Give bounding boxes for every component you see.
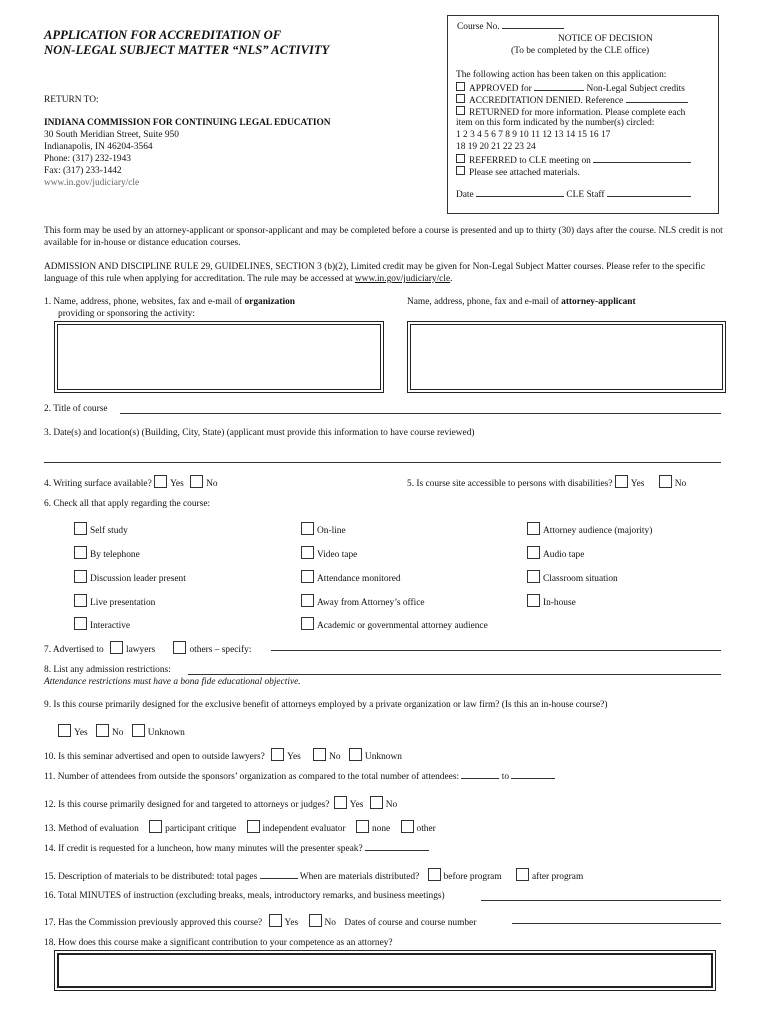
q14-row: 14. If credit is requested for a luncheon, how many minutes will the presenter speak? xyxy=(44,844,429,854)
others-specify-field[interactable] xyxy=(271,650,721,651)
opt-attorney-audience[interactable]: Attorney audience (majority) xyxy=(527,522,652,536)
form-title-line2: NON-LEGAL SUBJECT MATTER “NLS” ACTIVITY xyxy=(44,43,330,57)
address-line1: 30 South Meridian Street, Suite 950 xyxy=(44,130,179,140)
date-staff-row: Date CLE Staff xyxy=(456,190,691,200)
approved-option: APPROVED for Non-Legal Subject credits xyxy=(456,82,685,94)
referred-option: REFERRED to CLE meeting on xyxy=(456,154,691,166)
writing-no-checkbox[interactable] xyxy=(190,475,203,488)
open-yes-checkbox[interactable] xyxy=(271,748,284,761)
q8-label: 8. List any admission restrictions: xyxy=(44,665,171,675)
course-dates-field[interactable] xyxy=(512,923,721,924)
inhouse-unknown-checkbox[interactable] xyxy=(132,724,145,737)
attorney-info-box[interactable] xyxy=(410,324,723,390)
opt-away-from-office[interactable]: Away from Attorney’s office xyxy=(301,594,425,608)
restrictions-field[interactable] xyxy=(188,674,721,675)
organization-info-box[interactable] xyxy=(57,324,381,390)
q9-label: 9. Is this course primarily designed for the exclusive benefit of attorneys employed by a private organization or law firm? (Is this an in-house course?) xyxy=(44,700,608,710)
denied-option: ACCREDITATION DENIED. Reference xyxy=(456,94,688,106)
website-link[interactable]: www.in.gov/judiciary/cle xyxy=(44,178,140,188)
accessible-yes-checkbox[interactable] xyxy=(615,475,628,488)
opt-live-presentation[interactable]: Live presentation xyxy=(74,594,155,608)
total-pages-field[interactable] xyxy=(260,878,298,879)
q7-row: 7. Advertised to lawyers others – specify: xyxy=(44,641,251,655)
outside-attendees-field[interactable] xyxy=(461,778,499,779)
eval-independent-checkbox[interactable] xyxy=(247,820,260,833)
q8-note: Attendance restrictions must have a bona fide educational objective. xyxy=(44,677,301,687)
intro-paragraph: This form may be used by an attorney-applicant or sponsor-applicant and may be completed before a course is presented and up to thirty (30) days after the course. NLS credit is not available for in-house or distance education courses. xyxy=(44,226,723,248)
open-no-checkbox[interactable] xyxy=(313,748,326,761)
opt-audio-tape[interactable]: Audio tape xyxy=(527,546,584,560)
q16-label: 16. Total MINUTES of instruction (excluding breaks, meals, introductory remarks, and business meetings) xyxy=(44,891,445,901)
q1-right-label: Name, address, phone, fax and e-mail of attorney-applicant xyxy=(407,297,636,307)
opt-classroom[interactable]: Classroom situation xyxy=(527,570,618,584)
before-program-checkbox[interactable] xyxy=(428,868,441,881)
accessible-no-checkbox[interactable] xyxy=(659,475,672,488)
advertised-lawyers-checkbox[interactable] xyxy=(110,641,123,654)
q12-row: 12. Is this course primarily designed for and targeted to attorneys or judges? Yes No xyxy=(44,796,397,810)
rule-link[interactable]: www.in.gov/judiciary/cle xyxy=(354,274,451,284)
return-to-label: RETURN TO: xyxy=(44,95,99,105)
q10-row: 10. Is this seminar advertised and open to outside lawyers? Yes No Unknown xyxy=(44,748,402,762)
opt-on-line[interactable]: On-line xyxy=(301,522,346,536)
advertised-others-checkbox[interactable] xyxy=(173,641,186,654)
opt-video-tape[interactable]: Video tape xyxy=(301,546,357,560)
returned-option: RETURNED for more information. Please complete each xyxy=(456,106,685,118)
opt-by-telephone[interactable]: By telephone xyxy=(74,546,140,560)
commission-name: INDIANA COMMISSION FOR CONTINUING LEGAL EDUCATION xyxy=(44,118,331,128)
opt-academic-audience[interactable]: Academic or governmental attorney audience xyxy=(301,617,488,631)
prev-approved-no-checkbox[interactable] xyxy=(309,914,322,927)
returned-note: item on this form indicated by the number(s) circled: xyxy=(456,118,655,128)
competence-answer-box[interactable] xyxy=(57,953,713,988)
total-minutes-field[interactable] xyxy=(481,900,721,901)
rule-paragraph: ADMISSION AND DISCIPLINE RULE 29, GUIDELINES, SECTION 3 (b)(2), Limited credit may be given for Non-Legal Subject Matter courses. Please refer to the specific language of this rule when applying for accreditation. The rule may be accessed at www.in.gov/judiciary/cle. xyxy=(44,262,706,284)
targeted-no-checkbox[interactable] xyxy=(370,796,383,809)
phone-number: Phone: (317) 232-1943 xyxy=(44,154,131,164)
item-numbers-row1: 1 2 3 4 5 6 7 8 9 10 11 12 13 14 15 16 17 xyxy=(456,130,611,140)
q15-row: 15. Description of materials to be distributed: total pages When are materials distributed? before program after program xyxy=(44,868,583,882)
notice-intro: The following action has been taken on this application: xyxy=(456,70,667,80)
checkbox-icon xyxy=(456,94,465,103)
q2-label: 2. Title of course xyxy=(44,404,108,414)
opt-in-house[interactable]: In-house xyxy=(527,594,576,608)
q1-label: 1. Name, address, phone, websites, fax and e-mail of organization xyxy=(44,297,295,307)
notice-of-decision-box xyxy=(447,15,719,214)
q1-label-line2: providing or sponsoring the activity: xyxy=(58,309,195,319)
fax-number: Fax: (317) 233-1442 xyxy=(44,166,122,176)
opt-discussion-leader[interactable]: Discussion leader present xyxy=(74,570,186,584)
attached-option: Please see attached materials. xyxy=(456,166,580,178)
eval-other-checkbox[interactable] xyxy=(401,820,414,833)
q13-row: 13. Method of evaluation participant critique independent evaluator none other xyxy=(44,820,436,834)
notice-subheading: (To be completed by the CLE office) xyxy=(511,46,650,56)
item-numbers-row2: 18 19 20 21 22 23 24 xyxy=(456,142,536,152)
address-line2: Indianapolis, IN 46204-3564 xyxy=(44,142,153,152)
course-title-field[interactable] xyxy=(120,413,721,414)
eval-none-checkbox[interactable] xyxy=(356,820,369,833)
opt-interactive[interactable]: Interactive xyxy=(74,617,130,631)
date-location-field[interactable] xyxy=(44,462,721,463)
form-title-line1: APPLICATION FOR ACCREDITATION OF xyxy=(44,28,282,42)
opt-self-study[interactable]: Self study xyxy=(74,522,128,536)
q18-label: 18. How does this course make a significant contribution to your competence as an attorney? xyxy=(44,938,393,948)
after-program-checkbox[interactable] xyxy=(516,868,529,881)
opt-attendance-monitored[interactable]: Attendance monitored xyxy=(301,570,401,584)
course-no-label: Course No. xyxy=(457,22,564,32)
eval-participant-checkbox[interactable] xyxy=(149,820,162,833)
checkbox-icon xyxy=(456,106,465,115)
q17-row: 17. Has the Commission previously approved this course? Yes No Dates of course and course number xyxy=(44,914,476,928)
checkbox-icon xyxy=(456,82,465,91)
q11-row: 11. Number of attendees from outside the sponsors’ organization as compared to the total number of attendees: to xyxy=(44,772,555,782)
inhouse-yes-checkbox[interactable] xyxy=(58,724,71,737)
checkbox-icon xyxy=(456,166,465,175)
total-attendees-field[interactable] xyxy=(511,778,555,779)
q9-options: Yes No Unknown xyxy=(58,724,185,738)
open-unknown-checkbox[interactable] xyxy=(349,748,362,761)
notice-heading: NOTICE OF DECISION xyxy=(558,34,653,44)
targeted-yes-checkbox[interactable] xyxy=(334,796,347,809)
writing-yes-checkbox[interactable] xyxy=(154,475,167,488)
prev-approved-yes-checkbox[interactable] xyxy=(269,914,282,927)
inhouse-no-checkbox[interactable] xyxy=(96,724,109,737)
luncheon-minutes-field[interactable] xyxy=(365,850,429,851)
q5-row: 5. Is course site accessible to persons with disabilities? Yes No xyxy=(407,475,686,489)
q4-row: 4. Writing surface available? Yes No xyxy=(44,475,218,489)
q3-label: 3. Date(s) and location(s) (Building, City, State) (applicant must provide this information to have course reviewed) xyxy=(44,428,475,438)
checkbox-icon xyxy=(456,154,465,163)
q6-label: 6. Check all that apply regarding the course: xyxy=(44,499,211,509)
